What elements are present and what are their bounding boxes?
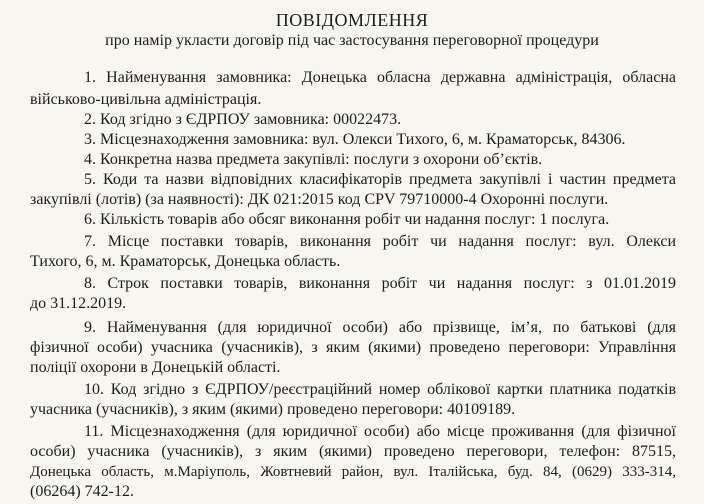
item-11-line-3: Донецька область, м.Маріуполь, Жовтневий район, вул. Італійська, буд. 84, (0629) 333-314, (30, 464, 676, 480)
item-8-line-1: 8. Строк поставки товарів, виконання робіт чи надання послуг: з 01.01.2019 (84, 275, 676, 292)
item-6: 6. Кількість товарів або обсяг виконання робіт чи надання послуг: 1 послуга. (84, 211, 610, 228)
item-5-line-1: 5. Коди та назви відповідних класифікаторів предмета закупівлі і частин предмета (84, 171, 676, 188)
item-3: 3. Місцезнаходження замовника: вул. Олекси Тихого, 6, м. Краматорськ, 84306. (84, 131, 626, 148)
item-9-line-3: поліції охорони в Донецькій області. (30, 359, 281, 376)
item-1-line-1: 1. Найменування замовника: Донецька обласна державна адміністрація, обласна (84, 69, 676, 86)
item-4: 4. Конкретна назва предмета закупівлі: послуги з охорони об’єктів. (84, 151, 543, 168)
item-1-line-2: військово-цивільна адміністрація. (30, 91, 262, 108)
item-9-line-1: 9. Найменування (для юридичної особи) або прізвище, ім’я, по батькові (для (84, 319, 676, 336)
item-7-line-1: 7. Місце поставки товарів, виконання робіт чи надання послуг: вул. Олекси (84, 233, 676, 250)
document-subtitle: про намір укласти договір під час застосування переговорної процедури (105, 32, 599, 49)
item-11-line-1: 11. Місцезнаходження (для юридичної особи) або місце проживання (для фізичної (84, 423, 676, 440)
item-2: 2. Код згідно з ЄДРПОУ замовника: 00022473. (84, 111, 402, 128)
item-9-line-2: фізичної особи) учасника (учасників), з яким (якими) проведено переговори: Управління (30, 339, 676, 356)
item-10-line-2: учасника (учасників), з яким (якими) проведено переговори: 40109189. (30, 401, 516, 418)
item-8-line-2: до 31.12.2019. (30, 295, 127, 312)
item-7-line-2: Тихого, 6, м. Краматорськ, Донецька область. (30, 253, 341, 270)
item-11-line-4: (06264) 742-12. (30, 483, 134, 500)
item-10-line-1: 10. Код згідно з ЄДРПОУ/реєстраційний номер облікової картки платника податків (84, 381, 676, 398)
item-11-line-2: особи) учасника (учасників), з яким (якими) проведено переговори, телефон: 87515, (30, 443, 676, 460)
document-title: ПОВІДОМЛЕННЯ (275, 10, 429, 30)
item-5-line-2: закупівлі (лотів) (за наявності): ДК 021:2015 код CPV 79710000-4 Охоронні послуги. (30, 191, 609, 208)
